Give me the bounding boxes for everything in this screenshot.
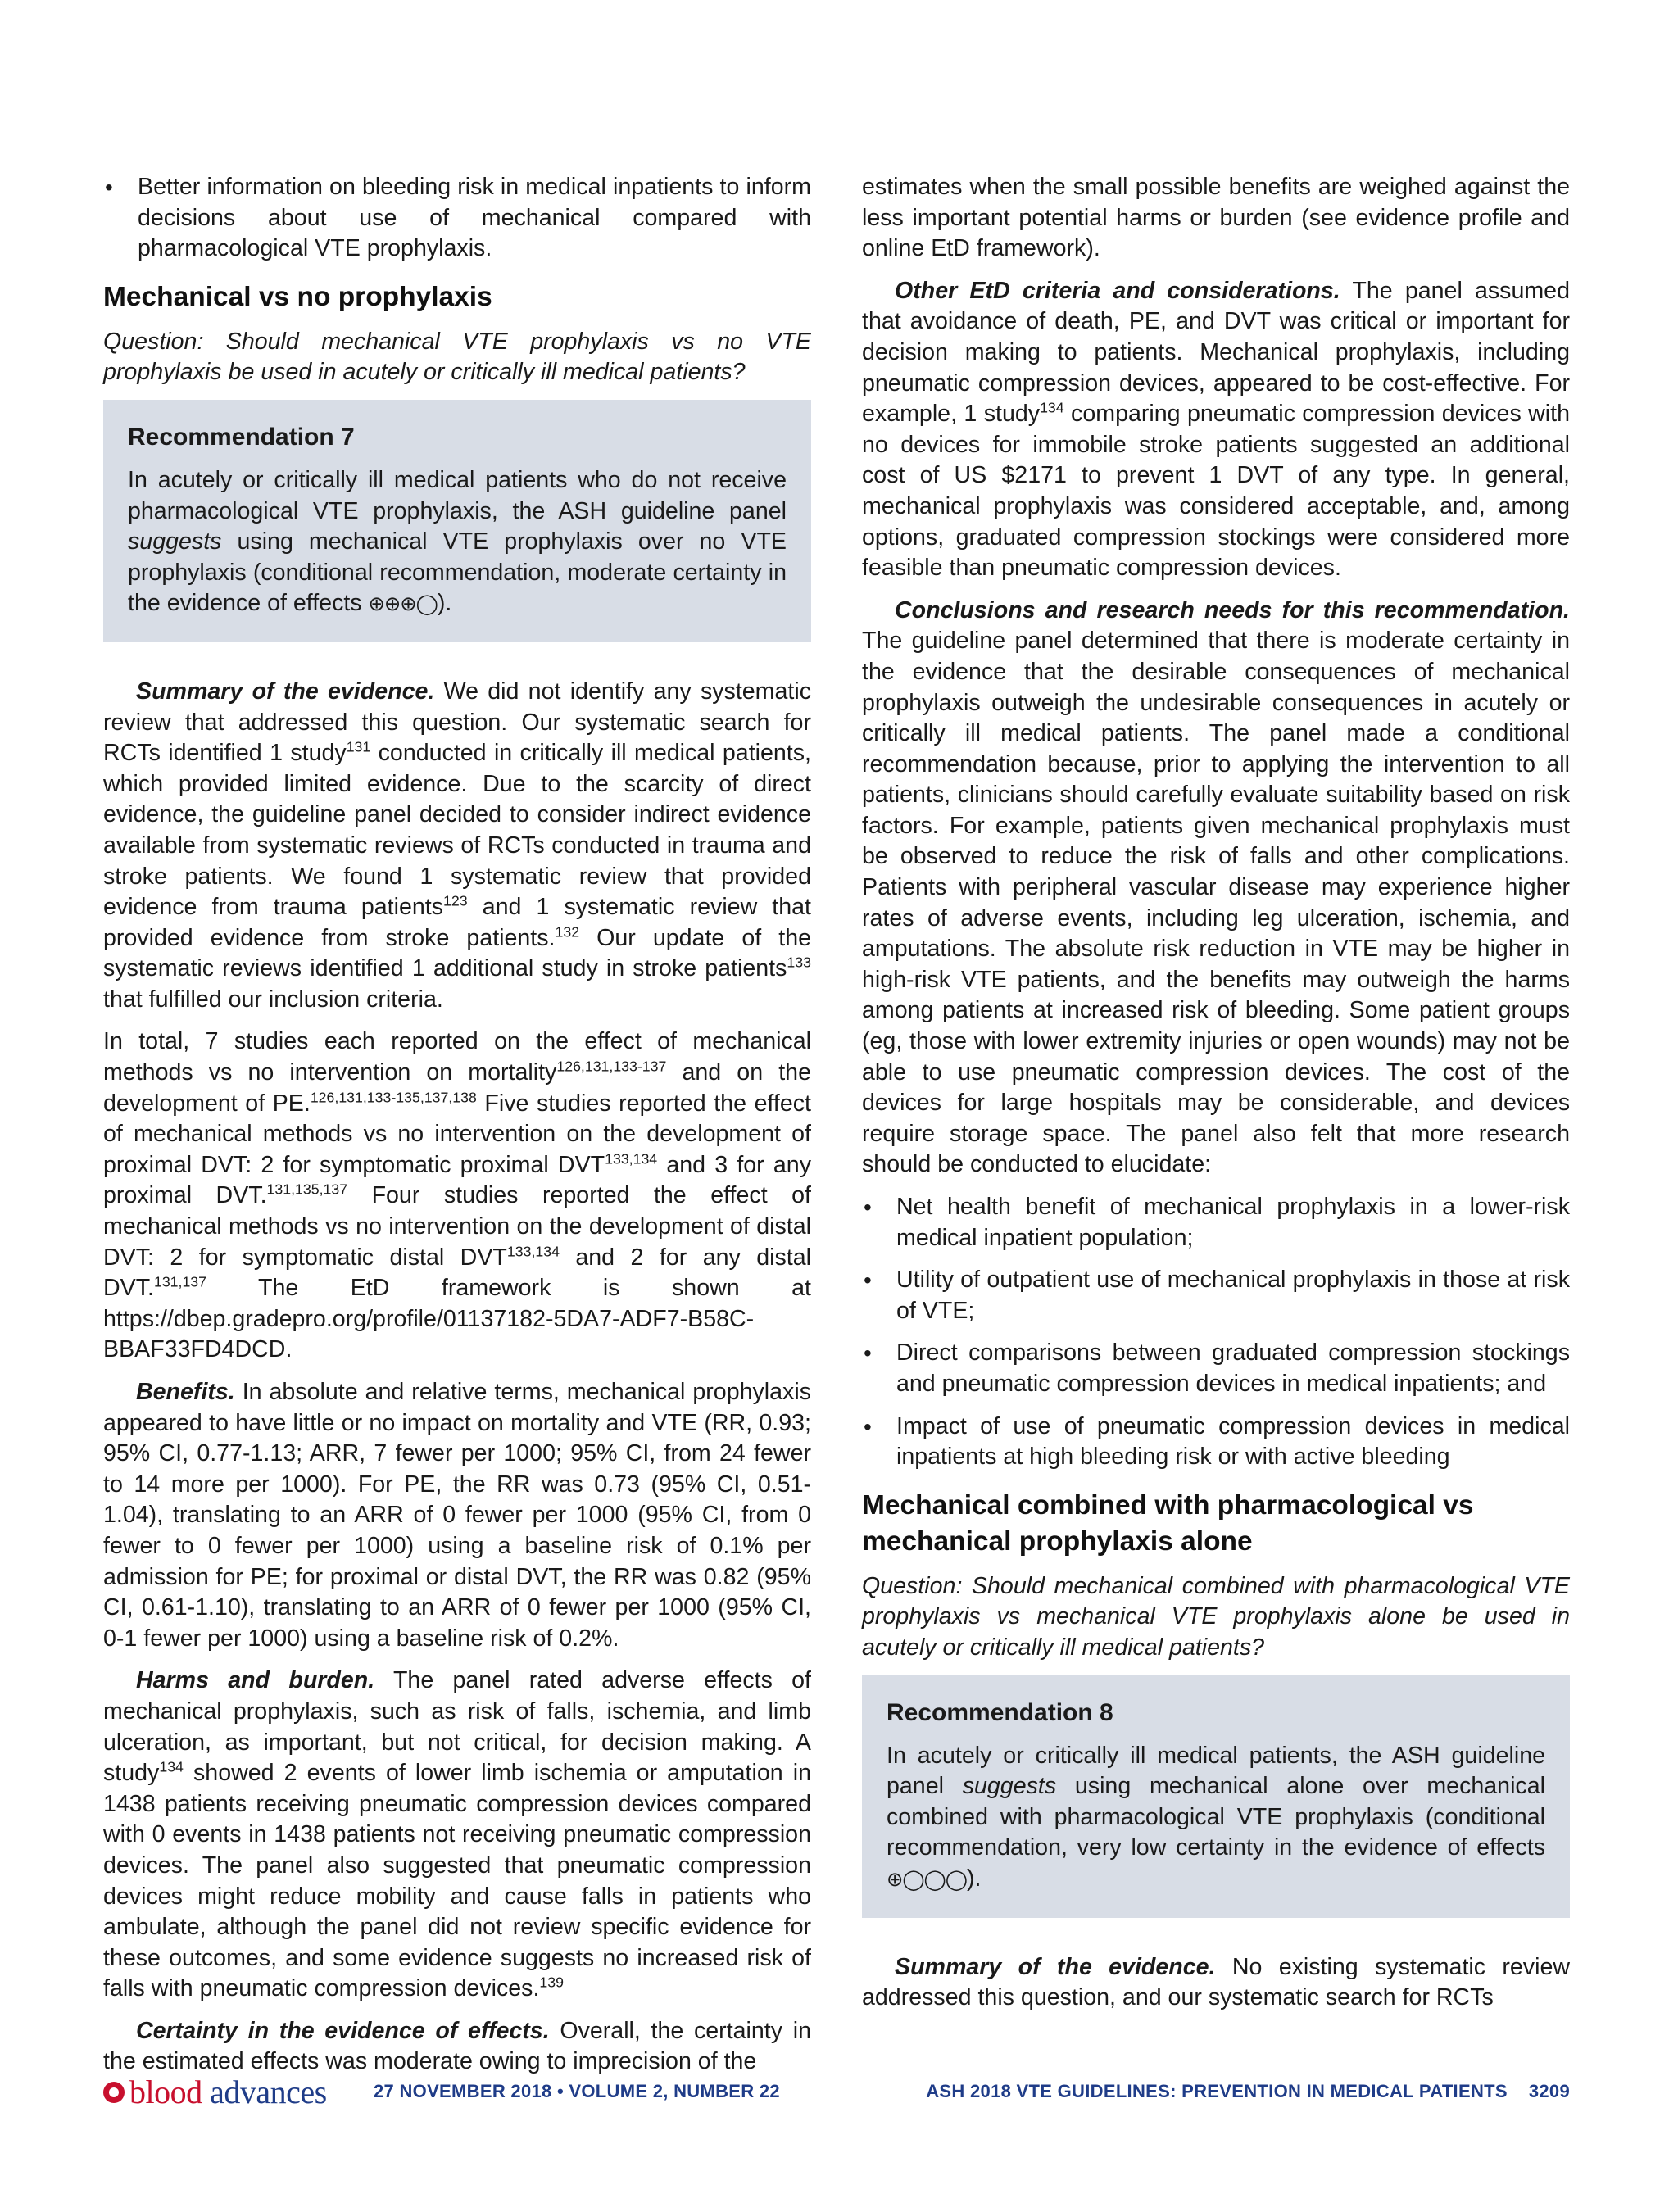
benefits-paragraph: Benefits. In absolute and relative terms, mechanical prophylaxis appeared to have little or no impact on mortality and VTE (RR, 0.93; 95% CI, 0.77-1.13; ARR, 7 fewer per 1000; 95% CI, from 24 fewer to 14 more per 1000). For PE, the RR was 0.73 (95% CI, 0.51-1.04), translating to an ARR of 0 fewer per 1000 (95% CI, from 0 fewer to 0 fewer per 1000) using a baseline risk of 0.1% per admission for PE; for proximal or distal DVT, the RR was 0.82 (95% CI, 0.61-1.10), translating to an ARR of 0 fewer per 1000 (95% CI, 0-1 fewer per 1000) using a baseline risk of 0.2%. — [103, 1379, 811, 1652]
bullet-icon: • — [864, 1413, 872, 1439]
question-text: Question: Should mechanical VTE prophylaxis vs no VTE prophylaxis be used in acutely or critically ill medical patients? — [103, 328, 811, 386]
harms-paragraph: Harms and burden. The panel rated adverse effects of mechanical prophylaxis, such as risk of falls, ischemia, and limb ulceration, as important, but not critical, for decision making. A study$^{134}$ showed 2 events of lower limb ischemia or amputation in 1438 patients receiving pneumatic compression devices compared with 0 events in 1438 patients not receiving pneumatic compression devices. The panel also suggested that pneumatic compression devices might reduce mobility and cause falls in patients who ambulate, although the panel did not review specific evidence for these outcomes, and some evidence suggests no increased risk of falls with pneumatic compression devices.$^{139}$ — [103, 1667, 811, 2002]
other-etd-paragraph: Other EtD criteria and considerations. The panel assumed that avoidance of death, PE, and DVT was critical or important for decision making to patients. Mechanical prophylaxis, including pneumatic compression devices, appeared to be cost-effective. For example, 1 study$^{134}$ comparing pneumatic compression devices with no devices for immobile stroke patients suggested an additional cost of US $2171 to prevent 1 DVT of any type. In general, mechanical prophylaxis was considered acceptable, and, among options, graduated compression stockings were considered more feasible than pneumatic compression devices. — [862, 277, 1570, 582]
running-title: ASH 2018 VTE GUIDELINES: PREVENTION IN MEDICAL PATIENTS 3209 — [926, 2081, 1570, 2101]
certainty-moderate-icon: ⊕⊕⊕◯ — [368, 592, 438, 616]
left-column — [103, 172, 811, 2089]
research-needs-list — [862, 1192, 1570, 1473]
list-item: • Impact of use of pneumatic compression devices in medical inpatients at high bleeding risk or with active bleeding — [864, 1412, 1570, 1471]
continuation-paragraph: estimates when the small possible benefits are weighed against the less important potential harms or burden (see evidence profile and online EtD framework). — [862, 174, 1570, 262]
blood-drop-icon — [103, 2082, 125, 2103]
summary-evidence-paragraph: Summary of the evidence. No existing systematic review addressed this question, and our systematic search for RCTs — [862, 1953, 1570, 2011]
section-heading: Mechanical vs no prophylaxis — [103, 281, 492, 312]
section-heading: Mechanical combined with pharmacological vs mechanical prophylaxis alone — [862, 1489, 1474, 1557]
certainty-very-low-icon: ⊕◯◯◯ — [887, 1866, 967, 1891]
page-number: 3209 — [1528, 2081, 1570, 2101]
bullet-icon: • — [864, 1267, 872, 1294]
recommendation-title: Recommendation 7 — [128, 423, 355, 451]
bullet-icon: • — [864, 1340, 872, 1367]
bullet-icon: • — [105, 175, 113, 200]
list-item: • Direct comparisons between graduated compression stockings and pneumatic compression devices in medical inpatients; and — [864, 1339, 1570, 1397]
issue-info: 27 NOVEMBER 2018 • VOLUME 2, NUMBER 22 — [374, 2081, 780, 2101]
conclusions-paragraph: Conclusions and research needs for this recommendation. The guideline panel determined that there is moderate certainty in the evidence that the desirable consequences of mechanical prophylaxis outweigh the undesirable consequences in acutely or critically ill medical patients. The panel made a conditional recommendation because, prior to applying the intervention to all patients, clinicians should carefully evaluate suitability based on risk factors. For example, patients given mechanical prophylaxis must be observed to reduce the risk of falls and other complications. Patients with peripheral vascular disease may experience higher rates of adverse events, including leg ulceration, ischemia, and amputations. The absolute risk reduction in VTE may be higher in high-risk VTE patients, and the benefits may outweigh the harms among patients at increased risk of bleeding. Some patient groups (eg, those with lower extremity injuries or open wounds) may not be able to use pneumatic compression devices. The cost of the devices for large hospitals may be considerable, and devices require storage space. The panel also felt that more research should be conducted to elucidate: — [862, 596, 1570, 1178]
page-footer — [103, 2073, 1570, 2114]
research-bullets-top — [103, 172, 811, 265]
recommendation-title: Recommendation 8 — [887, 1698, 1113, 1726]
summary-evidence-paragraph: Summary of the evidence. We did not identify any systematic review that addressed this question. Our systematic search for RCTs identified 1 study$^{131}$ conducted in critically ill medical patients, which provided limited evidence. Due to the scarcity of direct evidence, the guideline panel decided to consider indirect evidence available from systematic reviews of RCTs conducted in trauma and stroke patients. We found 1 systematic review that provided evidence from trauma patients$^{123}$ and 1 systematic review that provided evidence from stroke patients.$^{132}$ Our update of the systematic reviews identified 1 additional study in stroke patients$^{133}$ that fulfilled our inclusion criteria. — [103, 678, 811, 1013]
bullet-icon: • — [864, 1194, 872, 1220]
recommendation-8-box — [862, 1675, 1570, 1918]
recommendation-text: In acutely or critically ill medical patients who do not receive pharmacological VTE prophylaxis, the ASH guideline panel suggests using mechanical VTE prophylaxis over no VTE prophylaxis (conditional recommendation, moderate certainty in the evidence of effects ⊕⊕⊕◯). — [128, 466, 787, 617]
recommendation-7-box — [103, 400, 811, 642]
total-studies-paragraph: In total, 7 studies each reported on the effect of mechanical methods vs no intervention on mortality$^{126,131,133-137}$ and on the development of PE.$^{126,131,133-135,137,138}$ Five studies reported the effect of mechanical methods vs no intervention on the development of proximal DVT: 2 for symptomatic proximal DVT$^{133,134}$ and 3 for any proximal DVT.$^{131,135,137}$ Four studies reported the effect of mechanical methods vs no intervention on the development of distal DVT: 2 for symptomatic distal DVT$^{133,134}$ and 2 for any distal DVT.$^{131,137}$ The EtD framework is shown at https://dbep.gradepro.org/profile/01137182-5DA7-ADF7-B58C-BBAF33FD4DCD. — [103, 1028, 811, 1363]
question-text: Question: Should mechanical combined with pharmacological VTE prophylaxis vs mechanical VTE prophylaxis alone be used in acutely or critically ill medical patients? — [862, 1572, 1570, 1661]
list-item: • Utility of outpatient use of mechanical prophylaxis in those at risk of VTE; — [864, 1267, 1570, 1324]
list-item: • Better information on bleeding risk in medical inpatients to inform decisions about use of mechanical compared with pharmacological VTE prophylaxis. — [105, 174, 811, 262]
logo-text: blood advances — [129, 2074, 327, 2110]
recommendation-text: In acutely or critically ill medical patients, the ASH guideline panel suggests using mechanical alone over mechanical combined with pharmacological VTE prophylaxis (conditional recommendation, very low certainty in the evidence of effects ⊕◯◯◯). — [887, 1742, 1545, 1892]
list-item: • Net health benefit of mechanical prophylaxis in a lower-risk medical inpatient population; — [864, 1194, 1570, 1251]
certainty-paragraph: Certainty in the evidence of effects. Overall, the certainty in the estimated effects was moderate owing to imprecision of the — [103, 2017, 811, 2075]
journal-logo — [103, 2073, 327, 2111]
right-column — [862, 172, 1570, 2025]
